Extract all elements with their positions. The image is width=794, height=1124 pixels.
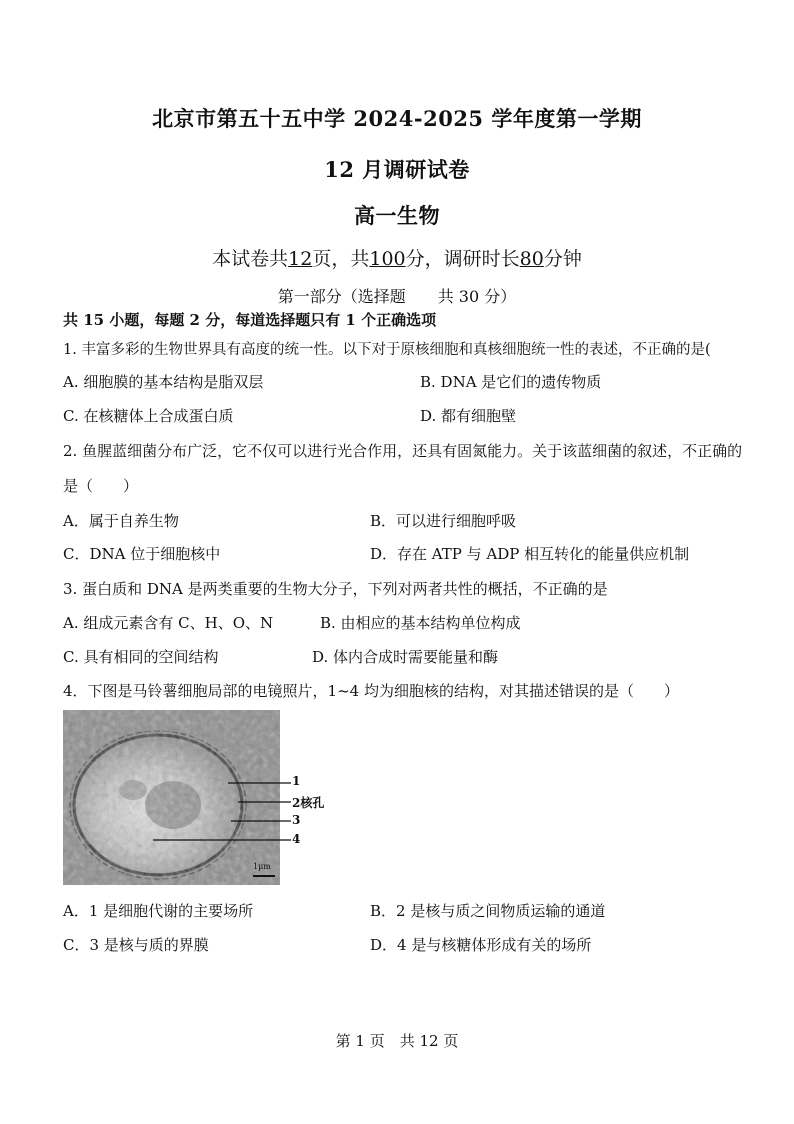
info-text-2: 页，共 (312, 248, 370, 270)
q4-option-c: C．3 是核与质的界膜 (63, 936, 209, 954)
q1-option-b: B. DNA 是它们的遗传物质 (420, 373, 602, 391)
figure-label-4: 4 (292, 832, 301, 846)
school-title: 北京市第五十五中学 2024-2025 学年度第一学期 (152, 106, 642, 131)
info-score: 100 (369, 248, 406, 270)
q3-option-a: A. 组成元素含有 C、H、O、N (63, 614, 274, 632)
q2-option-a: A．属于自养生物 (63, 512, 179, 530)
question-4-stem: 4．下图是马铃薯细胞局部的电镜照片，1~4 均为细胞核的结构，对其描述错误的是（ ） (63, 682, 679, 700)
q1-option-d: D. 都有细胞壁 (420, 407, 517, 425)
question-2-stem-line-1: 2. 鱼腥蓝细菌分布广泛，它不仅可以进行光合作用，还具有固氮能力。关于该蓝细菌的叙述，不正确的 (63, 442, 743, 460)
q4-option-a: A．1 是细胞代谢的主要场所 (63, 902, 254, 920)
question-2-stem-line-2: 是（ ） (63, 477, 139, 495)
page-footer: 第 1 页 共 12 页 (335, 1032, 459, 1050)
q4-option-d: D．4 是与核糖体形成有关的场所 (370, 936, 592, 954)
question-3-stem: 3. 蛋白质和 DNA 是两类重要的生物大分子，下列对两者共性的概括，不正确的是 (63, 580, 608, 598)
q2-option-d: D．存在 ATP 与 ADP 相互转化的能量供应机制 (370, 545, 690, 563)
info-minutes: 80 (519, 248, 544, 270)
q1-option-c: C. 在核糖体上合成蛋白质 (63, 407, 234, 425)
q2-option-c: C．DNA 位于细胞核中 (63, 545, 221, 563)
info-text-1: 本试卷共 (212, 248, 289, 270)
info-text-3: 分，调研时长 (405, 248, 520, 270)
question-1-stem: 1. 丰富多彩的生物世界具有高度的统一性。以下对于原核细胞和真核细胞统一性的表述，不正确的是( (63, 342, 711, 358)
info-text-4: 分钟 (543, 248, 582, 270)
exam-title: 12 月调研试卷 (324, 157, 470, 182)
q3-option-c: C. 具有相同的空间结构 (63, 648, 219, 666)
figure-scale-bar: 1μm (253, 862, 271, 871)
q2-option-b: B．可以进行细胞呼吸 (370, 512, 517, 530)
q3-option-d: D. 体内合成时需要能量和酶 (312, 648, 499, 666)
info-pages: 12 (288, 248, 313, 270)
q4-option-b: B．2 是核与质之间物质运输的通道 (370, 902, 606, 920)
subject-title: 高一生物 (354, 203, 440, 228)
figure-label-1: 1 (292, 774, 301, 788)
section-title: 第一部分（选择题 共 30 分） (277, 287, 517, 306)
figure-label-2: 2核孔 (292, 796, 325, 810)
q3-option-b: B. 由相应的基本结构单位构成 (320, 614, 521, 632)
q1-option-a: A. 细胞膜的基本结构是脂双层 (63, 373, 264, 391)
section-instruction: 共 15 小题，每题 2 分，每道选择题只有 1 个正确选项 (63, 311, 437, 329)
figure-label-3: 3 (292, 813, 301, 827)
exam-info (0, 244, 794, 271)
figure-labels (63, 710, 343, 885)
